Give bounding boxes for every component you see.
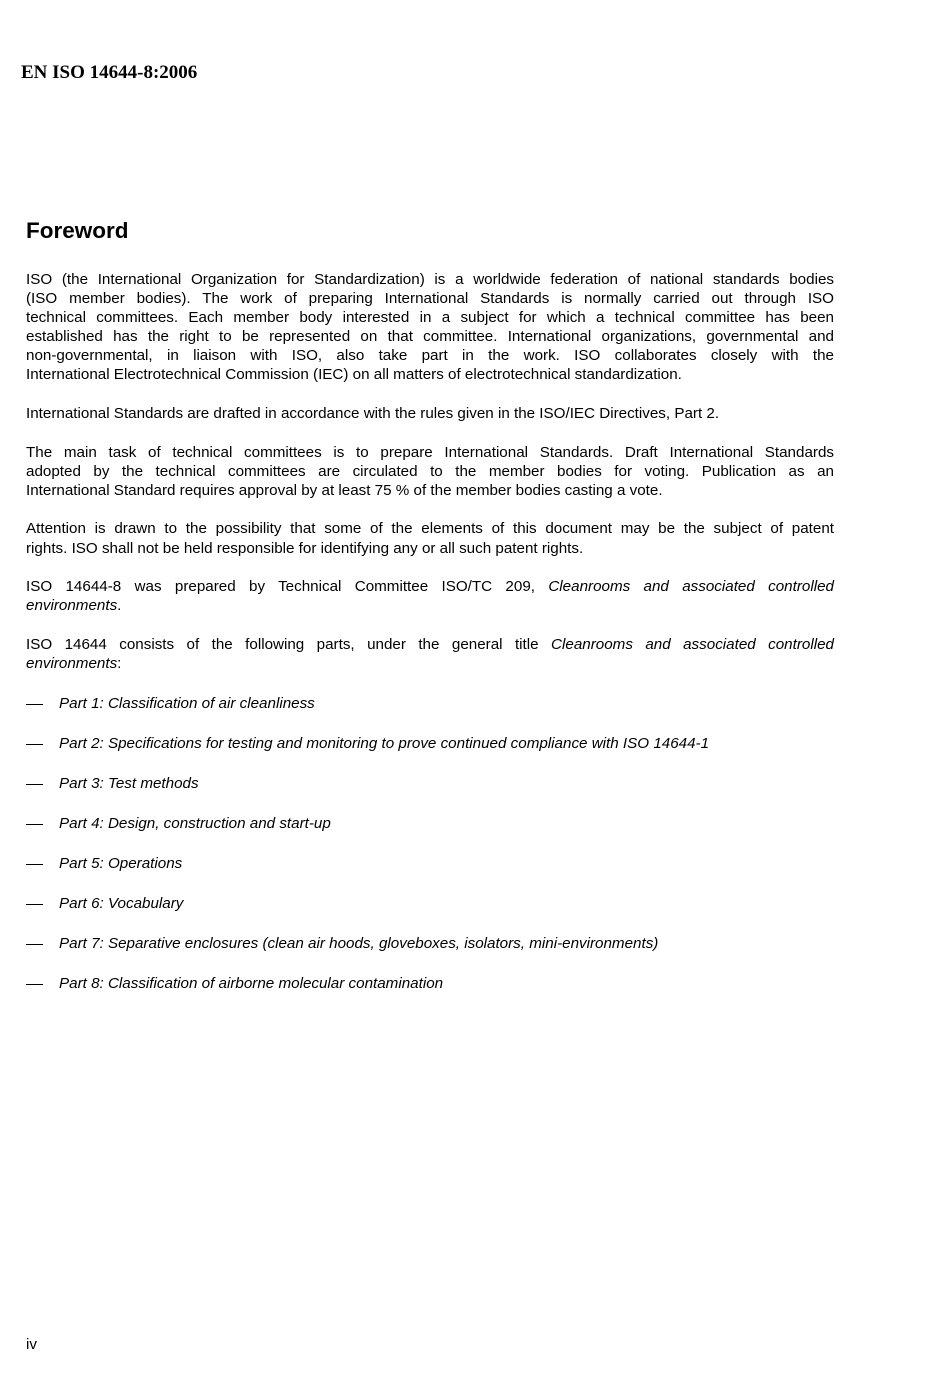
- page-number: iv: [26, 1336, 37, 1353]
- paragraph-committee-task: [26, 443, 834, 500]
- list-item: [26, 774, 834, 814]
- title-emphasis: environments: [26, 597, 118, 615]
- paragraph-line: The main task of technical committees is to prepare International Standards. Draft International Standards: [26, 443, 834, 461]
- title-emphasis: Cleanrooms and associated controlled: [548, 578, 834, 596]
- section-title: Foreword: [26, 218, 129, 243]
- paragraph-line: International Electrotechnical Commission (IEC) on all matters of electrotechnical standardization.: [26, 366, 682, 384]
- title-emphasis: environments: [26, 654, 118, 672]
- paragraph-text: ISO 14644 consists of the following parts, under the general title: [26, 635, 539, 653]
- paragraph-patent-rights: [26, 519, 834, 557]
- list-item-label: Part 5: Operations: [59, 855, 183, 872]
- list-item: [26, 974, 834, 1014]
- paragraph-line: technical committees. Each member body interested in a subject for which a technical committee has been: [26, 309, 834, 327]
- list-item-label: Part 6: Vocabulary: [59, 895, 184, 912]
- list-item-label: Part 7: Separative enclosures (clean air hoods, gloveboxes, isolators, mini-environments): [59, 935, 659, 952]
- paragraph-line: [26, 654, 834, 673]
- title-emphasis: Cleanrooms and associated controlled: [551, 635, 834, 653]
- paragraph-prepared-by: [26, 577, 834, 615]
- paragraph-directives: [26, 404, 834, 423]
- paragraph-line: [26, 577, 834, 596]
- foreword-body: [26, 270, 834, 693]
- paragraph-line: ISO (the International Organization for Standardization) is a worldwide federation of national standards bodies: [26, 271, 834, 288]
- list-item-label: Part 4: Design, construction and start-up: [59, 815, 331, 832]
- paragraph-text: ISO 14644-8 was prepared by Technical Committee ISO/TC 209,: [26, 578, 535, 596]
- document-identifier: EN ISO 14644-8:2006: [21, 62, 198, 83]
- paragraph-parts-intro: [26, 635, 834, 673]
- list-item-label: Part 2: Specifications for testing and monitoring to prove continued compliance with ISO 14644-1: [59, 735, 710, 752]
- list-item: [26, 694, 834, 734]
- list-item-label: Part 1: Classification of air cleanliness: [59, 695, 315, 712]
- paragraph-iso-description: [26, 270, 834, 385]
- paragraph-line: International Standards are drafted in accordance with the rules given in the ISO/IEC Directives, Part 2.: [26, 405, 720, 423]
- list-item-label: Part 8: Classification of airborne molecular contamination: [59, 975, 444, 992]
- list-item: [26, 894, 834, 934]
- paragraph-punctuation: .: [117, 597, 122, 615]
- list-item: [26, 934, 834, 974]
- paragraph-line: (ISO member bodies). The work of preparing International Standards is normally carried out through ISO: [26, 290, 834, 308]
- paragraph-line: Attention is drawn to the possibility that some of the elements of this document may be the subject of patent: [26, 520, 834, 538]
- paragraph-line: [26, 596, 834, 615]
- paragraph-punctuation: :: [117, 654, 122, 672]
- list-item: [26, 854, 834, 894]
- paragraph-line: established has the right to be represented on that committee. International organizations, governmental and: [26, 328, 834, 346]
- paragraph-line: rights. ISO shall not be held responsible for identifying any or all such patent rights.: [26, 539, 584, 557]
- paragraph-line: International Standard requires approval by at least 75 % of the member bodies casting a vote.: [26, 481, 663, 499]
- paragraph-line: adopted by the technical committees are circulated to the member bodies for voting. Publication as an: [26, 462, 834, 480]
- paragraph-line: [26, 635, 834, 654]
- paragraph-line: non-governmental, in liaison with ISO, also take part in the work. ISO collaborates closely with the: [26, 347, 834, 365]
- list-item: [26, 734, 834, 774]
- list-item: [26, 814, 834, 854]
- parts-list: [26, 694, 834, 1014]
- list-item-label: Part 3: Test methods: [59, 775, 199, 792]
